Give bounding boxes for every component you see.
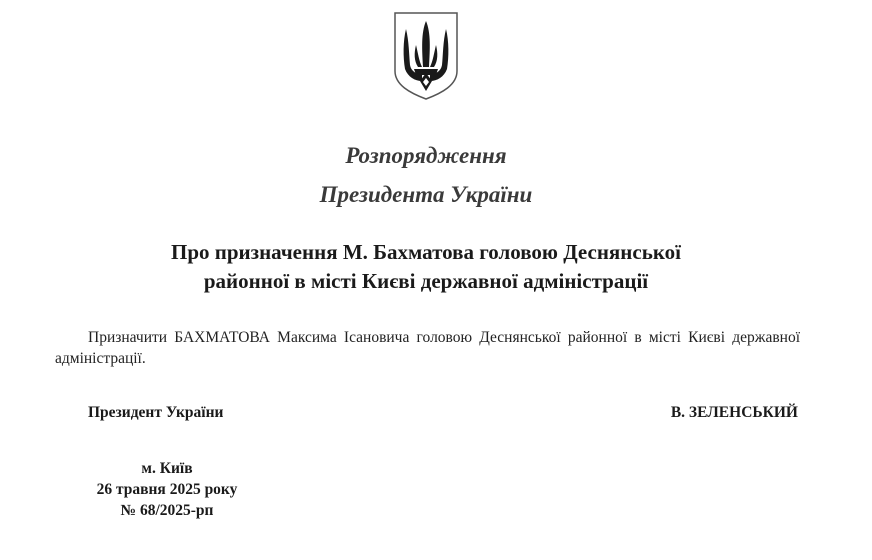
footer-city: м. Київ: [141, 460, 193, 477]
document-type-line-1: Розпорядження: [345, 143, 507, 168]
document-type-line-2: Президента України: [319, 182, 533, 207]
document-footer: [70, 458, 264, 521]
signatory-name: В. ЗЕЛЕНСЬКИЙ: [670, 404, 798, 421]
footer-number: № 68/2025-рп: [120, 502, 214, 519]
footer-date: 26 травня 2025 року: [96, 481, 238, 498]
document-title-line-1: Про призначення М. Бахматова головою Деснянської: [171, 240, 681, 264]
document-title-line-2: районної в місті Києві державної адміністрації: [203, 269, 649, 293]
tryzub-coat-of-arms-icon: [392, 11, 460, 101]
body-paragraph: Призначити БАХМАТОВА Максима Ісановича головою Деснянської районної в місті Києві державної адміністрації.: [55, 329, 800, 367]
document-title: [0, 238, 852, 296]
signatory-position: Президент України: [88, 404, 224, 421]
